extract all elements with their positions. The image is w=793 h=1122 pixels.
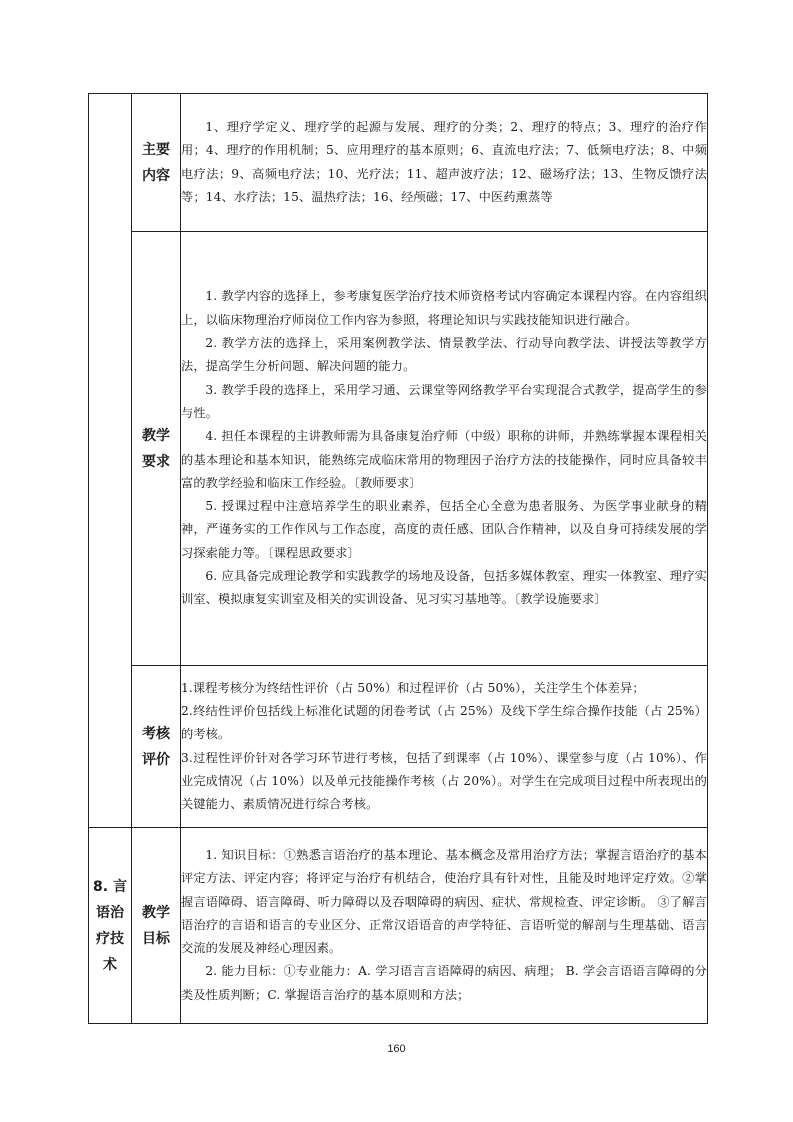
label-line: 语治	[96, 904, 124, 921]
label-line: 要求	[142, 453, 170, 470]
main-content-text	[181, 94, 708, 232]
course-cell-previous	[89, 94, 132, 828]
teaching-objectives-text	[181, 828, 708, 1024]
label-main-content	[132, 94, 181, 232]
course-name-speech-therapy	[89, 828, 132, 1024]
course-table	[88, 93, 708, 1024]
label-line: 评价	[142, 751, 170, 768]
paragraph: 1.课程考核分为终结性评价（占 50%）和过程评价（占 50%），关注学生个体差异；	[181, 680, 645, 695]
assessment-text	[181, 666, 708, 828]
paragraph: 5. 授课过程中注意培养学生的职业素养，包括全心全意为患者服务、为医学事业献身的精神，严谨务实的工作作风与工作态度，高度的责任感、团队合作精神，以及自身可持续发展的学习探索能力等。〔课程思政要求〕	[181, 499, 707, 560]
label-line: 主要	[142, 141, 170, 158]
paragraph: 1. 教学内容的选择上，参考康复医学治疗技术师资格考试内容确定本课程内容。在内容组织上，以临床物理治疗师岗位工作内容为参照，将理论知识与实践技能知识进行融合。	[181, 289, 707, 327]
label-line: 8. 言	[93, 878, 127, 895]
row-teaching-objectives	[89, 828, 708, 1024]
label-teaching-requirements	[132, 232, 181, 666]
label-line: 疗技	[96, 930, 124, 947]
row-teaching-requirements	[89, 232, 708, 666]
paragraph: 1、理疗学定义、理疗学的起源与发展、理疗的分类；2、理疗的特点；3、理疗的治疗作用；4、理疗的作用机制；5、应用理疗的基本原则；6、直流电疗法；7、低频电疗法；8、中频电疗法；9、高频电疗法；10、光疗法；11、超声波疗法；12、磁场疗法；13、生物反馈疗法等；14、水疗法；15、温热疗法；16、经颅磁；17、中医药熏蒸等	[181, 119, 707, 204]
label-line: 目标	[142, 930, 170, 947]
label-line: 教学	[142, 427, 170, 444]
paragraph: 2.终结性评价包括线上标准化试题的闭卷考试（占 25%）及线下学生综合操作技能（占 25%）的考核。	[181, 703, 707, 742]
label-line: 术	[103, 956, 117, 973]
label-line: 教学	[142, 904, 170, 921]
page-number: 160	[387, 1043, 406, 1055]
row-main-content	[89, 94, 708, 232]
label-line: 内容	[142, 167, 170, 184]
teaching-requirements-text	[181, 232, 708, 666]
paragraph: 3.过程性评价针对各学习环节进行考核，包括了到课率（占 10%）、课堂参与度（占 10%）、作业完成情况（占 10%）以及单元技能操作考核（占 20%）。对学生在完成项目过程中所表现出的关键能力、素质情况进行综合考核。	[181, 750, 707, 812]
paragraph: 1. 知识目标：①熟悉言语治疗的基本理论、基本概念及常用治疗方法；掌握言语治疗的基本评定方法、评定内容；将评定与治疗有机结合，使治疗具有针对性，且能及时地评定疗效。②掌握言语障碍、语言障碍、听力障碍以及吞咽障碍的病因、症状、常规检查、评定诊断。 ③了解言语治疗的言语和语言的专业区分、正常汉语语音的声学特征、言语听觉的解剖与生理基础、语言交流的发展及神经心理因素。	[181, 847, 707, 956]
paragraph: 4. 担任本课程的主讲教师需为具备康复治疗师（中级）职称的讲师，并熟练掌握本课程相关的基本理论和基本知识，能熟练完成临床常用的物理因子治疗方法的技能操作，同时应具备较丰富的教学经验和临床工作经验。〔教师要求〕	[181, 429, 707, 490]
paragraph: 6. 应具备完成理论教学和实践教学的场地及设备，包括多媒体教室、理实一体教室、理疗实训室、模拟康复实训室及相关的实训设备、见习实习基地等。〔教学设施要求〕	[181, 568, 707, 607]
label-assessment	[132, 666, 181, 828]
label-line: 考核	[142, 725, 170, 742]
paragraph: 2. 能力目标：①专业能力：A. 学习语言言语障碍的病因、病理； B. 学会言语语言障碍的分类及性质判断；C. 掌握语言治疗的基本原则和方法；	[181, 964, 707, 1002]
paragraph: 2. 教学方法的选择上，采用案例教学法、情景教学法、行动导向教学法、讲授法等教学方法，提高学生分析问题、解决问题的能力。	[181, 336, 707, 374]
paragraph: 3. 教学手段的选择上，采用学习通、云课堂等网络教学平台实现混合式教学，提高学生的参与性。	[181, 382, 707, 420]
row-assessment	[89, 666, 708, 828]
label-teaching-objectives	[132, 828, 181, 1024]
